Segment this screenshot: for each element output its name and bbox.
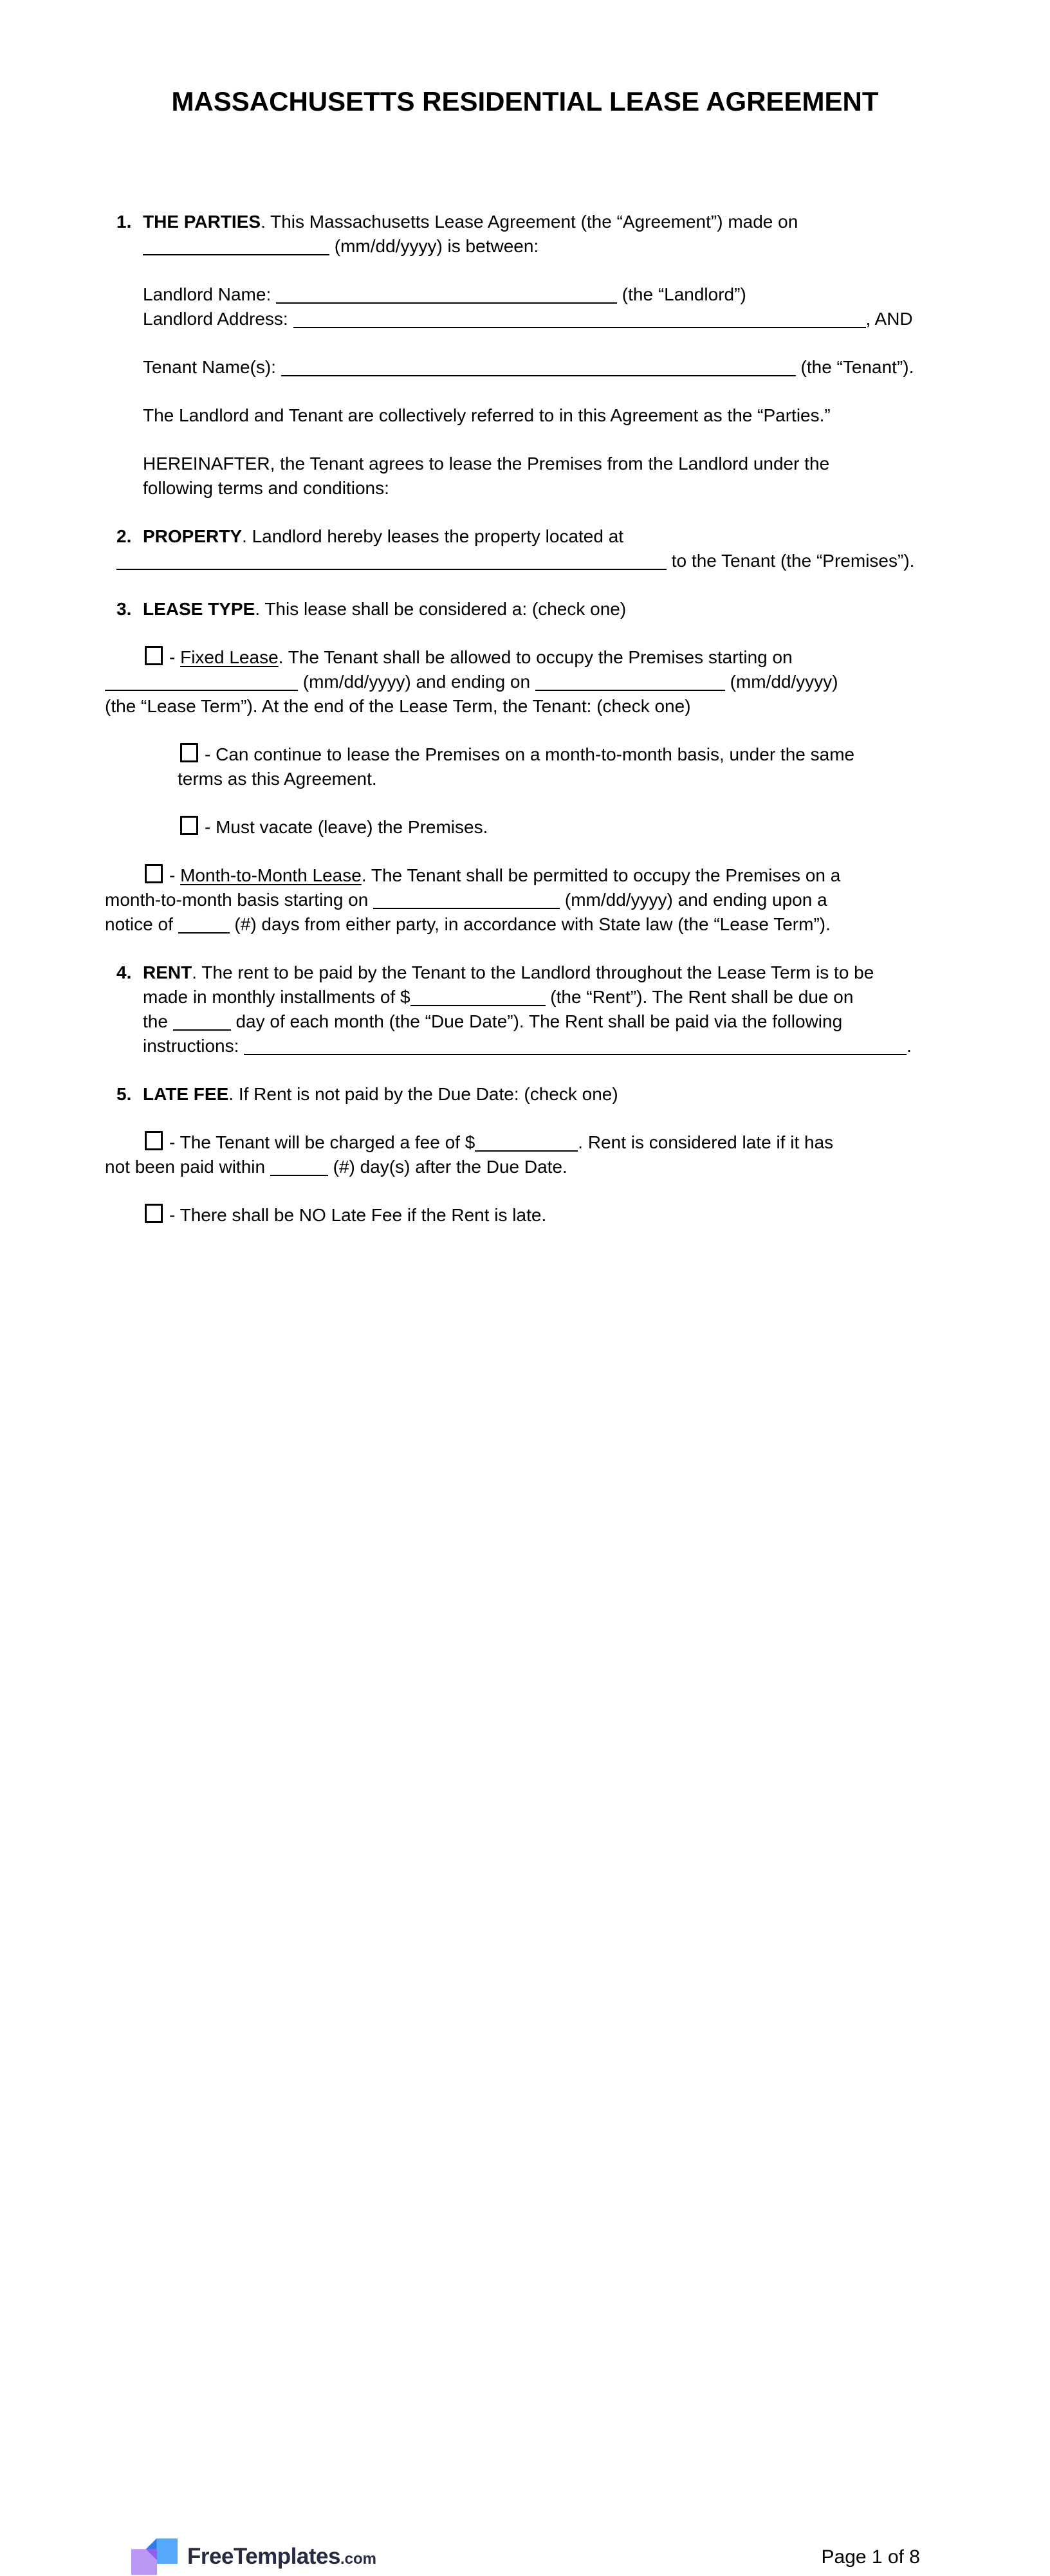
text-line [105,670,948,694]
text-line [105,549,948,573]
option-fixed-lease [105,645,948,719]
text-run: (mm/dd/yyyy) and ending upon a [560,890,827,910]
text-line [105,815,948,840]
text-run: Fixed Lease [180,647,279,667]
text-run: day of each month (the “Due Date”). The Rent shall be paid via the following [230,1011,843,1031]
text-run: RENT [143,962,192,982]
text-line [105,985,948,1009]
section-rent [105,961,948,1058]
blank-field[interactable] [143,254,329,255]
text-run: - Can continue to lease the Premises on a month-to-month basis, under the same [205,744,855,764]
document-body [105,210,948,1251]
text-run: not been paid within [105,1157,270,1177]
text-run: (the “Landlord”) [617,284,746,304]
text-run: . This lease shall be considered a: (check one) [255,599,627,619]
blank-field[interactable] [373,908,560,909]
text-run: . The Tenant shall be permitted to occupy the Premises on a [361,865,841,885]
text-run: made in monthly installments of $ [143,987,410,1007]
text-line [105,307,948,331]
brand-logo [131,2537,376,2576]
text-run: instructions: [143,1036,244,1056]
text-run: - The Tenant will be charged a fee of $ [169,1132,475,1152]
text-run: (the “Tenant”). [795,357,914,377]
text-line [105,476,948,501]
text-run: . The rent to be paid by the Tenant to the Landlord throughout the Lease Term is to be [192,962,874,982]
text-line [105,1203,948,1228]
text-line [105,210,948,234]
text-line [105,1130,948,1155]
blank-field[interactable] [105,690,298,691]
section-number: 3. [116,599,132,619]
text-run: The Landlord and Tenant are collectively referred to in this Agreement as the “Parties.” [143,405,831,425]
text-run: - [169,647,181,667]
text-line [105,234,948,259]
text-line [105,961,948,985]
text-run: PROPERTY [143,526,243,546]
section-number: 5. [116,1084,132,1104]
blank-field[interactable] [293,327,866,328]
checkbox[interactable] [145,1204,163,1223]
landlord-info [105,282,948,331]
checkbox[interactable] [180,743,198,762]
text-run: , AND [865,309,913,329]
text-run: following terms and conditions: [143,478,389,498]
brand-name: FreeTemplates [187,2544,340,2569]
brand-logo-icon [131,2537,178,2576]
text-run: - [169,865,181,885]
text-run: terms as this Agreement. [178,769,377,789]
logo-blue-fold [146,2539,157,2550]
text-run: (#) days from either party, in accordance with State law (the “Lease Term”). [229,914,831,934]
text-run: Landlord Address: [143,309,293,329]
text-run: the [143,1011,173,1031]
section-lease-type [105,597,948,621]
text-line [105,742,948,767]
text-run: . Rent is considered late if it has [578,1132,834,1152]
blank-field[interactable] [116,569,667,570]
option-no-late-fee [105,1203,948,1228]
text-run: month-to-month basis starting on [105,890,374,910]
text-run: LEASE TYPE [143,599,255,619]
text-line [105,355,948,380]
text-run: Tenant Name(s): [143,357,281,377]
blank-field[interactable] [178,932,230,934]
text-line [105,645,948,670]
text-run: (mm/dd/yyyy) is between: [329,236,539,256]
section-property [105,524,948,573]
section-number: 4. [116,962,132,982]
text-line [105,403,948,428]
brand-wordmark [187,2544,376,2570]
page-indicator: Page 1 of 8 [821,2546,920,2568]
text-run: Landlord Name: [143,284,277,304]
text-run: (mm/dd/yyyy) and ending on [298,672,535,692]
blank-field[interactable] [410,1005,546,1006]
section-number: 2. [116,526,132,546]
text-run: (the “Lease Term”). At the end of the Lease Term, the Tenant: (check one) [105,696,691,716]
text-line [105,1009,948,1034]
text-run: (the “Rent”). The Rent shall be due on [545,987,854,1007]
text-line [105,1155,948,1179]
text-run: . This Massachusetts Lease Agreement (the “Agreement”) made on [261,212,798,232]
text-line [105,694,948,719]
checkbox[interactable] [180,816,198,835]
parties-clause [105,403,948,428]
text-line [105,912,948,937]
text-run: . The Tenant shall be allowed to occupy the Premises starting on [278,647,793,667]
checkbox[interactable] [145,1131,163,1150]
text-line [105,767,948,791]
text-run: HEREINAFTER, the Tenant agrees to lease the Premises from the Landlord under the [143,454,830,474]
blank-field[interactable] [270,1175,328,1176]
text-run: . Landlord hereby leases the property located at [242,526,624,546]
text-run: LATE FEE [143,1084,229,1104]
blank-field[interactable] [535,690,725,691]
text-line [105,597,948,621]
option-continue-month-to-month [105,742,948,791]
checkbox[interactable] [145,864,163,883]
hereinafter-clause [105,452,948,501]
text-run: THE PARTIES [143,212,261,232]
text-run: Month-to-Month Lease [180,865,362,885]
blank-field[interactable] [173,1029,231,1031]
text-run: - Must vacate (leave) the Premises. [205,817,488,837]
option-late-fee-charged [105,1130,948,1179]
checkbox[interactable] [145,646,163,665]
section-number: 1. [116,212,132,232]
option-month-to-month-lease [105,863,948,937]
section-the-parties [105,210,948,259]
text-line [105,1082,948,1107]
text-run: - There shall be NO Late Fee if the Rent is late. [169,1205,547,1225]
page-footer [0,1267,1050,2569]
text-run: . [907,1036,912,1056]
blank-field[interactable] [475,1150,578,1152]
text-line [105,452,948,476]
text-run: . If Rent is not paid by the Due Date: (check one) [228,1084,618,1104]
text-line [105,1034,948,1058]
text-line [105,282,948,307]
text-run: to the Tenant (the “Premises”). [667,551,915,571]
option-must-vacate [105,815,948,840]
blank-field[interactable] [244,1054,907,1055]
document-title: MASSACHUSETTS RESIDENTIAL LEASE AGREEMENT [171,86,879,116]
tenant-info [105,355,948,380]
text-line [105,524,948,549]
text-run: notice of [105,914,178,934]
text-run: (#) day(s) after the Due Date. [327,1157,567,1177]
blank-field[interactable] [281,375,796,376]
brand-suffix: .com [340,2550,376,2568]
text-run: (mm/dd/yyyy) [724,672,838,692]
text-line [105,888,948,912]
section-late-fee [105,1082,948,1107]
text-line [105,863,948,888]
blank-field[interactable] [276,302,617,304]
